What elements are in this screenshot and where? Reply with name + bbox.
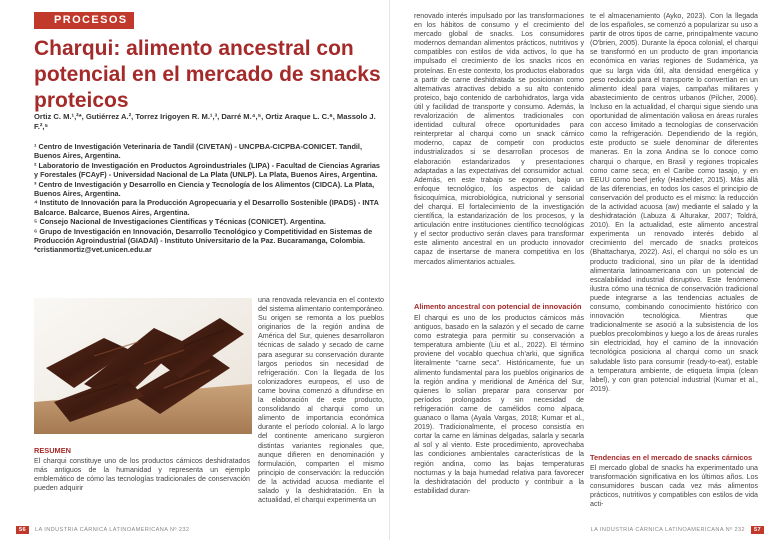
subheading-tendencias: Tendencias en el mercado de snacks cárnicos — [590, 453, 753, 462]
right-page — [390, 0, 780, 540]
resumen-body: El charqui constituye uno de los productos cárnicos deshidratados más antiguos de la humanidad y representa un ejemplo emblemático de cómo las tecnologías tradicionales de conservación pueden adquirir — [34, 457, 250, 493]
footer-left — [12, 526, 189, 538]
charqui-photo — [34, 298, 252, 434]
footer-left-text: LA INDUSTRIA CÁRNICA LATINOAMERICANA Nº 232 — [35, 527, 190, 533]
affiliation-2: ² Laboratorio de Investigación en Productos Agroindustriales (LIPA) - Facultad de Ciencias Agrarias y Forestales (FCAyF) - Universidad Nacional de La Plata (UNLP). La Plata, Buenos Aires, Argentina. — [34, 160, 380, 180]
right-column-1-text: renovado interés impulsado por las transformaciones en los hábitos de consumo y el crecimiento del mercado global de snacks. Los consumidores modernos demandan alimentos prácticos, nutritivos y compatibles con estilos de vida activos, lo que ha impulsado el crecimiento de los snacks ricos en proteínas. En este contexto, los productos elaborados a partir de carne deshidratada se posicionan como alternativas atractivas debido a su alto contenido proteico, bajo contenido de carbohidratos, larga vida útil y facilidad de transporte y consumo. Además, la revalorización de alimentos tradicionales con identidad cultural ofrece oportunidades para reinterpretar al charqui como un snack cárnico moderno, capaz de competir con productos industrializados si se desarrollan procesos de elaboración estandarizados y presentaciones adaptadas a las expectativas del consumidor actual. Además, en este trabajo se exponen, bajo un enfoque tecnológico, los aspectos de calidad fisicoquímica, microbiológica, nutricional y sensorial del charqui. El fortalecimiento de la investigación científica, la estandarización de los procesos, y la articulación entre instituciones científico tecnológicas y el sector productivo serán claves para transformar este alimento ancestral en un producto innovador capaz de insertarse de manera competitiva en los mercados alimentarios actuales. — [414, 12, 584, 266]
section-tag: PROCESOS — [34, 12, 134, 29]
contact-email: *cristianmortiz@vet.unicen.edu.ar — [34, 245, 152, 255]
affiliations — [34, 142, 384, 255]
page-number-right: 57 — [751, 526, 764, 534]
affiliation-4: ⁴ Instituto de Innovación para la Producción Agropecuaria y el Desarrollo Sostenible (IPADS) - INTA Balcarce. Balcarce, Buenos Aires, Argentina. — [34, 198, 379, 217]
page-number-left: 56 — [16, 526, 29, 534]
authors: Ortiz C. M.¹,²*, Gutiérrez A.², Torrez Irigoyen R. M.¹,³, Darré M.⁴,⁵, Ortiz Araque L. C.⁶, Massolo J. F.²,⁵ — [34, 112, 376, 131]
right-column-2-text: te el almacenamiento (Ayko, 2023). Con la llegada de los españoles, se comenzó a popularizar su uso a partir de otros tipos de carne, principalmente vacuno (O'brien, 2005). Durante la época colonial, el charqui se transformó en un producto de gran importancia económica en varias regiones de Sudamérica, ya que su larga vida útil, alta densidad energética y peso reducido para el transporte lo convertían en un alimento ideal para viajes, campañas militares y abastecimiento de centros urbanos (Pilcher, 2006). Incluso en la actualidad, el charqui sigue siendo una oportunidad de alimentación valiosa en áreas rurales con acceso limitado a tecnologías de conservación como la refrigeración. Dependiendo de la región, este producto se suele denominar de diferentes maneras. En la zona Andina se lo conoce como charqui o charque, en Brasil y regiones tropicales como carne seca; en el Caribe como tasajo, y en EEUU como beef jerky (Hashelder, 2015). Más allá de las diferencias, en todos los casos el principio de conservación del producto es el mismo: la reducción de la actividad acuosa (aw) mediante el salado y la deshidratación (Labuza & Alturakar, 2007; Toldrá, 2010). En la actualidad, este alimento ancestral experimenta un renovado interés debido al crecimiento del mercado de snacks proteicos (Bhattacharya, 2022). Así, el charqui no sólo es un producto tradicional, sino un pilar de la identidad alimentaria latinoamericana con un potencial de escalabilidad industrial disruptivo. Este fenómeno ilustra cómo una técnica de conservación tradicional puede integrarse a las tendencias actuales de consumo, combinando conocimiento histórico con innovación tecnológica. Mientras que tradicionalmente se asoció a la subsistencia de los pueblos precolombinos y luego a los de áreas rurales sin electricidad, hoy el camino de la innovación tecnológica posiciona al charqui como un snack saludable listo para consumir (ready-to-eat), estable a temperatura ambiente, de etiqueta limpia (clean label), y con gran potencial industrial (Kumar et al., 2019). — [590, 12, 758, 393]
resumen-heading: RESUMEN — [34, 446, 71, 455]
affiliation-1: ¹ Centro de Investigación Veterinaria de Tandil (CIVETAN) - UNCPBA-CICPBA-CONICET. Tandil, Buenos Aires, Argentina. — [34, 142, 362, 161]
affiliation-5: ⁵ Consejo Nacional de Investigaciones Científicas y Técnicas (CONICET). Argentina. — [34, 217, 326, 227]
footer-right-text: LA INDUSTRIA CÁRNICA LATINOAMERICANA Nº 232 — [590, 527, 745, 533]
left-column-2-text: una renovada relevancia en el contexto del sistema alimentario contemporáneo. Su origen se remonta a los pueblos originarios de la región andina de América del Sur, quienes desarrollaron técnicas de salado y secado de carne para asegurar su conservación durante largos periodos sin necesidad de refrigeración. Con la llegada de los colonizadores europeos, el uso de carne bovina comenzó a difundirse en la elaboración de este producto, consolidando al charqui como un alimento de importancia económica durante el período colonial. A lo largo del continente americano surgieron distintas variantes regionales que, aunque difieren en denominación y formulación, comparten el mismo principio de conservación: la reducción de la actividad acuosa mediante el salado y la deshidratación. En la actualidad, el charqui experimenta un — [258, 296, 384, 505]
subheading-ancestral: Alimento ancestral con potencial de innovación — [414, 302, 582, 311]
affiliation-6: ⁶ Grupo de Investigación en Innovación, Desarrollo Tecnológico y Competitividad en Sistemas de Producción Agroindustrial (GIADAI) - Instituto Universitario de la Paz. Bucaramanga, Colombia. — [34, 226, 373, 246]
charqui-photo-illustration — [34, 298, 252, 434]
footer-right — [591, 526, 768, 538]
article-title: Charqui: alimento ancestral con potencial en el mercado de snacks proteicos — [34, 37, 381, 112]
right-column-2b-text: El mercado global de snacks ha experimentado una transformación significativa en los últimos años. Los consumidores buscan cada vez más alimentos prácticos, nutritivos y compatibles con estilos de vida acti- — [590, 464, 758, 509]
affiliation-3: ³ Centro de Investigación y Desarrollo en Ciencia y Tecnología de los Alimentos (CIDCA). La Plata, Buenos Aires, Argentina. — [34, 179, 375, 199]
right-column-1b-text: El charqui es uno de los productos cárnicos más antiguos, basado en la salazón y el secado de carne como estrategia para permitir su conservación a temperatura ambiente (Liu et al., 2022). El término proviene del vocablo quechua ch'arki, que significa literalmente "carne seca". Históricamente, fue un alimento fundamental para los pueblos originarios de la región andina y meridional de América del Sur, quienes lo solían preparar para conservar por períodos prolongados y sin necesidad de refrigeración carne de camélidos como alpaca, guanaco o llama (Ayala Vargas, 2018; Kumar et al., 2019). Tradicionalmente, el proceso consistía en cortar la carne en láminas delgadas, salarla y secarla al sol y al viento. Este procedimiento, aprovechaba las condiciones ambientales características de la región andina, como las bajas temperaturas nocturnas y la baja humedad relativa para favorecer la deshidratación del producto y contribuir a la estabilidad duran- — [414, 314, 584, 495]
